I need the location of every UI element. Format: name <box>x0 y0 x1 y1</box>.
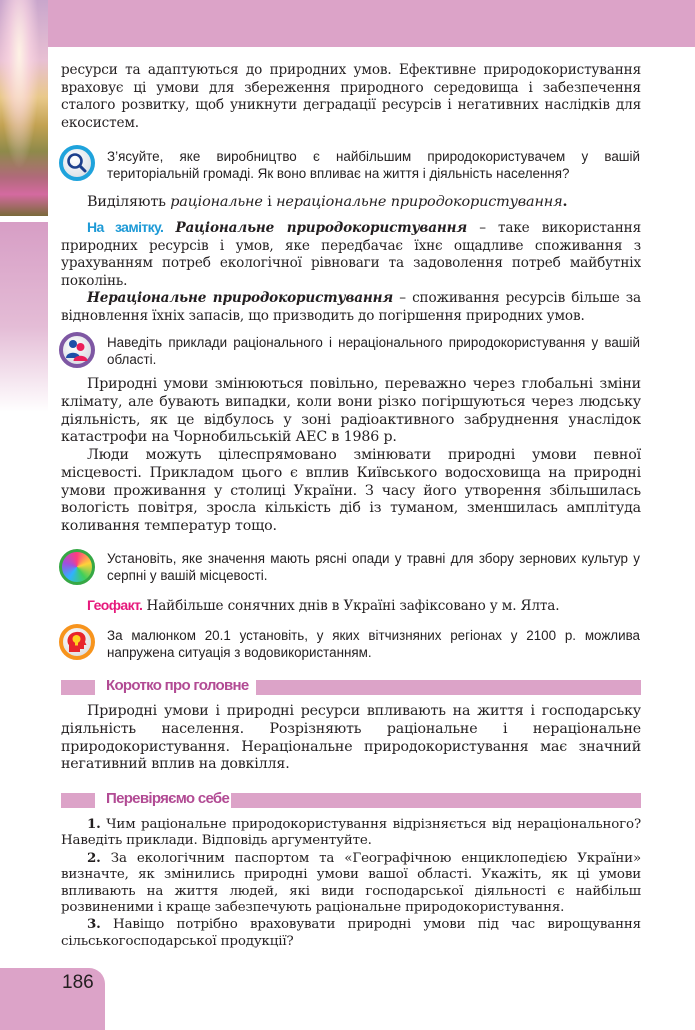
lightbulb-head-icon <box>59 624 95 660</box>
question-number: 1. <box>87 816 101 832</box>
distinguish-prefix: Виділяють <box>87 194 171 210</box>
note-def-irrational: – споживання ресурсів більше за відновлення їхніх запасів, що призводить до погіршення природних умов. <box>61 290 641 324</box>
geofact-label: Геофакт. <box>87 597 143 613</box>
people-glyph <box>63 336 91 364</box>
page-number: 186 <box>62 972 94 993</box>
section-title: Перевіряємо себе <box>106 790 230 807</box>
header-band <box>48 0 695 47</box>
geofact-text: Найбільше сонячних днів в Україні зафіксовано у м. Ялта. <box>142 598 560 614</box>
paragraph-text: Люди можуть цілеспрямовано змінювати природні умови певної місцевості. Прикладом цього є вплив Київського водосховища на природні умови проживання у столиці України. З часу його утворення збільшилась вологість повітря, зросла кількість діб із туманом, зменшилась амплітуда коливання температур тощо. <box>61 447 641 535</box>
note-def-rational: – таке використання природних ресурсів і умов, яке передбачає їхнє ощадливе споживання з урахуванням потреб екологічної рівноваги та задоволення потреб майбутніх поколінь. <box>61 220 642 289</box>
geofact <box>61 597 641 616</box>
section-bar-right <box>256 680 641 695</box>
people-icon <box>59 332 95 368</box>
distinguish-line <box>61 193 641 212</box>
note-label: На замітку. <box>87 219 164 235</box>
section-header-self-check <box>61 790 641 808</box>
section-title: Коротко про головне <box>106 677 249 694</box>
distinguish-suffix: . <box>562 193 568 210</box>
question-item <box>61 816 641 850</box>
paragraph <box>61 447 641 536</box>
summary-paragraph <box>61 703 641 774</box>
self-check-questions <box>61 816 641 950</box>
task-text: За малюнком 20.1 установіть, у яких вітчизняних регіонах у 2100 р. можлива напружена ситуація з водовикористанням. <box>107 628 640 660</box>
note-term-irrational: Нераціональне природокористування <box>87 290 394 307</box>
magnifier-glyph <box>63 149 91 177</box>
term-irrational: нераціональне природокористування <box>276 194 563 210</box>
question-number: 2. <box>87 849 101 866</box>
task-text: З’ясуйте, яке виробництво є найбільшим природокористувачем у вашій територіальній громаді. Як воно впливає на життя і діяльність населення? <box>107 149 640 181</box>
distinguish-middle: і <box>262 194 277 210</box>
term-rational: раціональне <box>170 194 263 210</box>
question-item <box>61 850 641 917</box>
question-number: 3. <box>87 916 101 933</box>
paragraph-text: Природні умови змінюються повільно, переважно через глобальні зміни клімату, але бувають випадки, коли вони різко погіршуються через людську діяльність, як це відбулось у зоні радіоактивного забруднення унаслідок катастрофи на Чорнобильській АЕС в 1986 р. <box>61 376 641 446</box>
paragraph <box>61 376 641 447</box>
task-text: Установіть, яке значення мають рясні опади у травні для збору зернових культур у серпні у вашій місцевості. <box>107 551 640 583</box>
search-icon <box>59 145 95 181</box>
question-text: Навіщо потрібно враховувати природні умови під час вирощування сільськогосподарської продукції? <box>61 917 641 949</box>
section-bar-left <box>61 680 95 695</box>
puzzle-icon <box>59 549 95 585</box>
question-text: За екологічним паспортом та «Географічною енциклопедією України» визначте, як змінились природні умови вашої області. Укажіть, як ці умови впливають на життя людей, які види господарської діяльності є найбільш розвиненими і краще забезпечують раціональне природокористування. <box>61 850 641 916</box>
task-text: Наведіть приклади раціонального і нераціонального природокористування у вашій області. <box>107 335 640 367</box>
note-term-rational: Раціональне природокористування <box>175 220 468 236</box>
landscape-photo-strip <box>0 0 48 216</box>
note-block <box>61 219 641 326</box>
section-header-summary <box>61 677 641 695</box>
question-item <box>61 916 641 950</box>
section-bar-left <box>61 793 95 808</box>
side-accent-strip <box>0 222 48 412</box>
question-text: Чим раціональне природокористування відрізняється від нераціонального? Наведіть приклади. Відповідь аргументуйте. <box>61 817 641 849</box>
summary-text: Природні умови і природні ресурси впливають на життя і господарську діяльність населення. Розрізняють раціональне і нераціональне природокористування. Нераціональне природокористування має значний негативний вплив на довкілля. <box>61 703 641 773</box>
head-bulb-glyph <box>63 628 91 656</box>
intro-paragraph: ресурси та адаптуються до природних умов. Ефективне природокористування враховує ці умови для збереження природного середовища і забезпечення сталого розвитку, щоб уникнути деградації ресурсів і негативних наслідків для екосистем. <box>61 62 641 131</box>
section-bar-right <box>231 793 641 808</box>
